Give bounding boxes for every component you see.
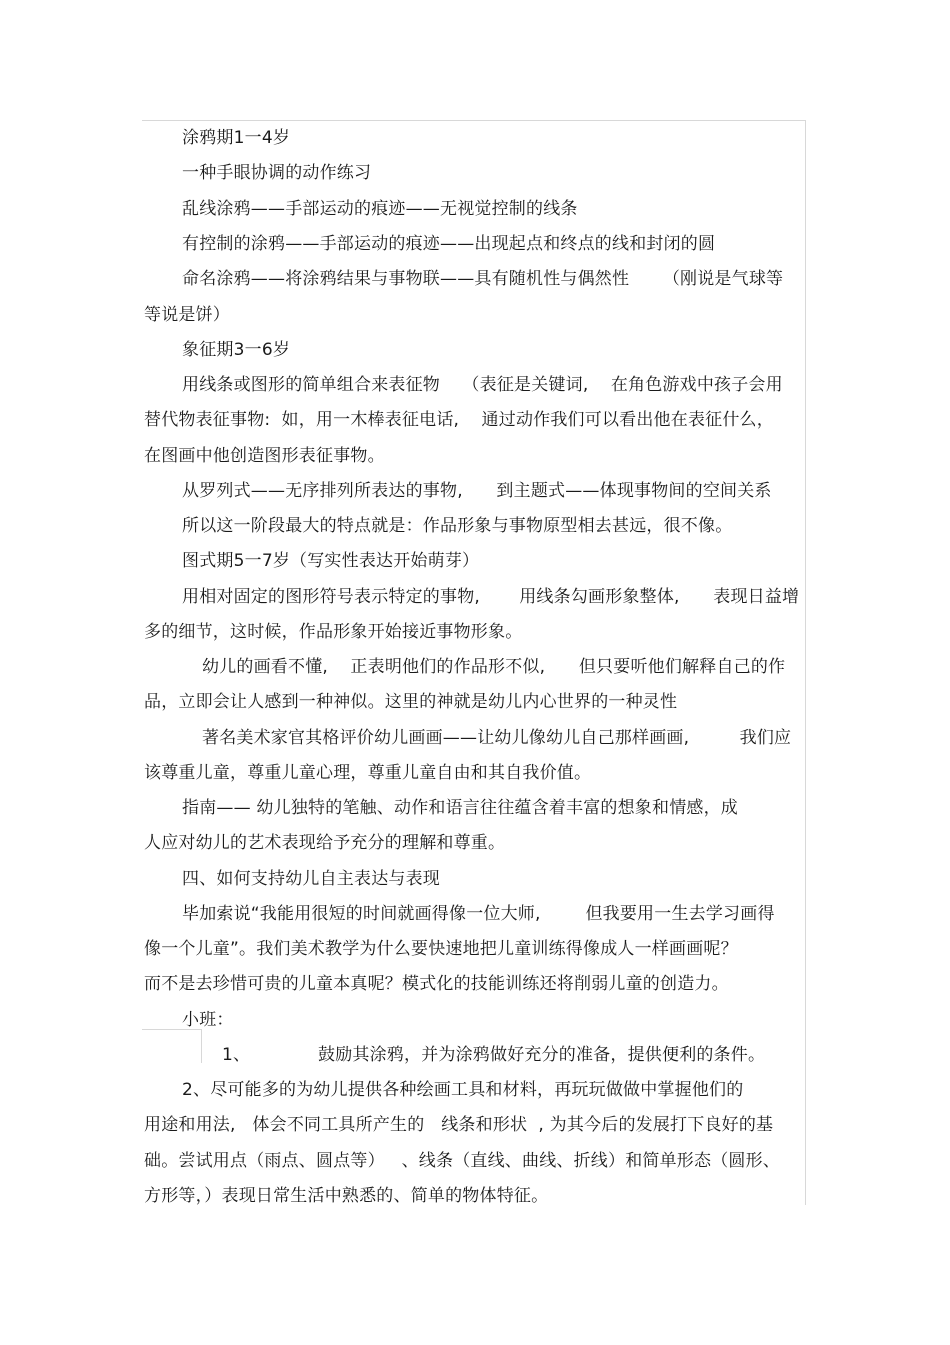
text-line: 所以这一阶段最大的特点就是：作品形象与事物原型相去甚远，很不像。 [182, 516, 733, 536]
text-line: 涂鸦期1一4岁 [182, 128, 291, 148]
text-line: 乱线涂鸦——手部运动的痕迹——无视觉控制的线条 [182, 199, 578, 219]
text-line: 用相对固定的图形符号表示特定的事物, 用线条勾画形象整体, 表现日益增 [182, 587, 800, 607]
text-line: 著名美术家官其格评价幼儿画画——让幼儿像幼儿自己那样画画, 我们应 [202, 728, 792, 748]
text-line: 用途和用法, 体会不同工具所产生的 线条和形状 , 为其今后的发展打下良好的基 [144, 1115, 774, 1135]
text-line: 有控制的涂鸦——手部运动的痕迹——出现起点和终点的线和封闭的圆 [182, 234, 716, 254]
text-line: 在图画中他创造图形表征事物。 [144, 446, 385, 466]
text-line: 命名涂鸦——将涂鸦结果与事物联——具有随机性与偶然性 （刚说是气球等 [182, 269, 784, 289]
text-line: 象征期3一6岁 [182, 340, 291, 360]
text-line: 鼓励其涂鸦，并为涂鸦做好充分的准备，提供便利的条件。 [318, 1045, 766, 1065]
text-line: 幼儿的画看不懂, 正表明他们的作品形不似, 但只要听他们解释自己的作 [202, 657, 786, 677]
text-line: 指南—— 幼儿独特的笔触、动作和语言往往蕴含着丰富的想象和情感，成 [182, 798, 739, 818]
list-number: 1、 [222, 1045, 251, 1065]
text-line: 多的细节，这时候，作品形象开始接近事物形象。 [144, 622, 523, 642]
text-line: 该尊重儿童，尊重儿童心理，尊重儿童自由和其自我价值。 [144, 763, 592, 783]
text-line: 方形等，）表现日常生活中熟悉的、简单的物体特征。 [144, 1186, 549, 1206]
text-line: 小班： [182, 1010, 234, 1030]
text-line: 2、尽可能多的为幼儿提供各种绘画工具和材料，再玩玩做做中掌握他们的 [182, 1080, 744, 1100]
text-line: 用线条或图形的简单组合来表征物 （表征是关键词, 在角色游戏中孩子会用 [182, 375, 783, 395]
text-line: 础。尝试用点（雨点、圆点等） 、线条（直线、曲线、折线）和简单形态（圆形、 [144, 1151, 781, 1171]
table-cell-border [142, 1029, 202, 1063]
text-line: 毕加索说“我能用很短的时间就画得像一位大师, 但我要用一生去学习画得 [182, 904, 775, 924]
text-line: 一种手眼协调的动作练习 [182, 163, 372, 183]
text-line: 品，立即会让人感到一种神似。这里的神就是幼儿内心世界的一种灵性 [144, 692, 678, 712]
text-line: 替代物表征事物: 如，用一木棒表征电话, 通过动作我们可以看出他在表征什么， [144, 410, 774, 430]
text-line: 人应对幼儿的艺术表现给予充分的理解和尊重。 [144, 833, 506, 853]
text-line: 像一个儿童”。我们美术教学为什么要快速地把儿童训练得像成人一样画画呢？ [144, 939, 738, 959]
section-heading: 四、如何支持幼儿自主表达与表现 [182, 869, 440, 889]
text-line: 等说是饼） [144, 305, 230, 325]
text-line: 图式期5一7岁（写实性表达开始萌芽） [182, 551, 480, 571]
text-line: 而不是去珍惜可贵的儿童本真呢？模式化的技能训练还将削弱儿童的创造力。 [144, 974, 729, 994]
text-line: 从罗列式——无序排列所表达的事物, 到主题式——体现事物间的空间关系 [182, 481, 772, 501]
